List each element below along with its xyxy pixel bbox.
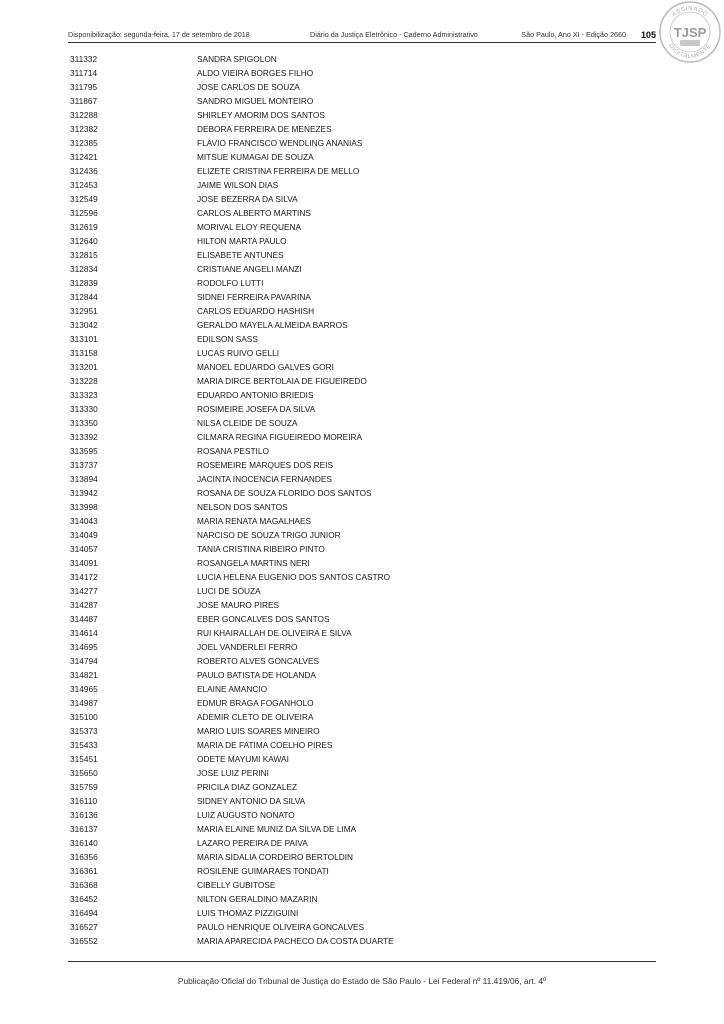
registration-number: 314057 [70, 544, 98, 554]
registration-number: 312640 [70, 236, 98, 246]
registration-number: 312839 [70, 278, 98, 288]
person-name: SANDRA SPIGOLON [197, 54, 277, 64]
list-item [70, 864, 500, 878]
list-item [70, 220, 500, 234]
list-item [70, 794, 500, 808]
person-name: LAZARO PEREIRA DE PAIVA [197, 838, 308, 848]
list-item [70, 430, 500, 444]
person-name: ROSIMEIRE JOSEFA DA SILVA [197, 404, 316, 414]
registration-number: 316140 [70, 838, 98, 848]
registration-number: 312549 [70, 194, 98, 204]
registration-number: 313595 [70, 446, 98, 456]
registration-number: 314794 [70, 656, 98, 666]
person-name: MANOEL EDUARDO GALVES GORI [197, 362, 334, 372]
list-item [70, 640, 500, 654]
list-item [70, 822, 500, 836]
person-name: CARLOS EDUARDO HASHISH [197, 306, 315, 316]
list-item [70, 528, 500, 542]
registration-number: 312288 [70, 110, 98, 120]
registration-number: 312421 [70, 152, 98, 162]
registration-number: 314172 [70, 572, 98, 582]
person-name: MARIA DIRCE BERTOLAIA DE FIGUEIREDO [197, 376, 367, 386]
person-name: ODETE MAYUMI KAWAI [197, 754, 289, 764]
person-name: ADEMIR CLETO DE OLIVEIRA [197, 712, 314, 722]
person-name: SANDRO MIGUEL MONTEIRO [197, 96, 314, 106]
page-number: 105 [640, 30, 656, 40]
person-name: CIBELLY GUBITOSE [197, 880, 276, 890]
registration-number: 316356 [70, 852, 98, 862]
list-item [70, 514, 500, 528]
list-item [70, 178, 500, 192]
seal-top-text: ASSINADO [671, 5, 709, 19]
list-item [70, 52, 500, 66]
person-name: PAULO BATISTA DE HOLANDA [197, 670, 316, 680]
registration-number: 313894 [70, 474, 98, 484]
registration-number: 313998 [70, 502, 98, 512]
registration-number: 314049 [70, 530, 98, 540]
person-name: CILMARA REGINA FIGUEIREDO MOREIRA [197, 432, 363, 442]
list-item [70, 920, 500, 934]
list-item [70, 668, 500, 682]
person-name: MARIO LUIS SOARES MINEIRO [197, 726, 320, 736]
list-item [70, 724, 500, 738]
person-name: MARIA SIDALIA CORDEIRO BERTOLDIN [197, 852, 353, 862]
person-name: ROSEMEIRE MARQUES DOS REIS [197, 460, 333, 470]
person-name: MARIA RENATA MAGALHAES [197, 516, 312, 526]
list-item [70, 878, 500, 892]
person-name: EDILSON SASS [197, 334, 258, 344]
person-name: LUCI DE SOUZA [197, 586, 261, 596]
person-name: RODOLFO LUTTI [197, 278, 264, 288]
person-name: PAULO HENRIQUE OLIVEIRA GONCALVES [197, 922, 365, 932]
person-name: NARCISO DE SOUZA TRIGO JUNIOR [197, 530, 341, 540]
registration-number: 315650 [70, 768, 98, 778]
list-item [70, 94, 500, 108]
list-item [70, 248, 500, 262]
list-item [70, 206, 500, 220]
list-item [70, 808, 500, 822]
list-item [70, 570, 500, 584]
person-name: ELIZETE CRISTINA FERREIRA DE MELLO [197, 166, 360, 176]
person-name: EDMUR BRAGA FOGANHOLO [197, 698, 314, 708]
person-name: CRISTIANE ANGELI MANZI [197, 264, 302, 274]
list-item [70, 374, 500, 388]
person-name: ROSANA DE SOUZA FLORIDO DOS SANTOS [197, 488, 372, 498]
person-name: ROSANA PESTILO [197, 446, 269, 456]
person-name: LUIS THOMAZ PIZZIGUINI [197, 908, 299, 918]
person-name: SHIRLEY AMORIM DOS SANTOS [197, 110, 325, 120]
person-name: MITSUE KUMAGAI DE SOUZA [197, 152, 314, 162]
list-item [70, 332, 500, 346]
list-item [70, 542, 500, 556]
person-name: SIDNEI FERREIRA PAVARINA [197, 292, 311, 302]
person-name: MARIA DE FATIMA COELHO PIRES [197, 740, 333, 750]
registration-number: 311332 [70, 54, 98, 64]
list-item [70, 486, 500, 500]
footer-notice: Publicação Oficial do Tribunal de Justiça do Estado de São Paulo - Lei Federal nº 11.419/06, art. 4º [177, 976, 547, 986]
digital-signature-seal [658, 0, 722, 64]
list-item [70, 80, 500, 94]
registration-number: 315373 [70, 726, 98, 736]
list-item [70, 836, 500, 850]
list-item [70, 346, 500, 360]
registration-number: 313330 [70, 404, 98, 414]
member-list [70, 52, 500, 948]
registration-number: 316368 [70, 880, 98, 890]
registration-number: 314821 [70, 670, 98, 680]
list-item [70, 500, 500, 514]
list-item [70, 192, 500, 206]
list-item [70, 766, 500, 780]
list-item [70, 388, 500, 402]
registration-number: 314091 [70, 558, 98, 568]
registration-number: 314043 [70, 516, 98, 526]
registration-number: 311795 [70, 82, 98, 92]
list-item [70, 136, 500, 150]
list-item [70, 612, 500, 626]
person-name: JOSE LUIZ PERINI [197, 768, 269, 778]
registration-number: 314487 [70, 614, 98, 624]
publication-date: Disponibilização: segunda-feira, 17 de setembro de 2018 [68, 30, 250, 39]
list-item [70, 710, 500, 724]
list-item [70, 458, 500, 472]
registration-number: 315759 [70, 782, 98, 792]
list-item [70, 150, 500, 164]
list-item [70, 654, 500, 668]
list-item [70, 164, 500, 178]
registration-number: 313228 [70, 376, 98, 386]
person-name: CARLOS ALBERTO MARTINS [197, 208, 311, 218]
list-item [70, 318, 500, 332]
list-item [70, 304, 500, 318]
registration-number: 313350 [70, 418, 98, 428]
registration-number: 313042 [70, 320, 98, 330]
person-name: MARIA ELAINE MUNIZ DA SILVA DE LIMA [197, 824, 357, 834]
person-name: JACINTA INOCENCIA FERNANDES [197, 474, 332, 484]
registration-number: 311867 [70, 96, 98, 106]
person-name: MARIA APARECIDA PACHECO DA COSTA DUARTE [197, 936, 394, 946]
person-name: EDUARDO ANTONIO BRIEDIS [197, 390, 314, 400]
person-name: NELSON DOS SANTOS [197, 502, 288, 512]
person-name: ALDO VIEIRA BORGES FILHO [197, 68, 314, 78]
list-item [70, 584, 500, 598]
list-item [70, 290, 500, 304]
person-name: EBER GONCALVES DOS SANTOS [197, 614, 330, 624]
person-name: HILTON MARTA PAULO [197, 236, 287, 246]
registration-number: 316494 [70, 908, 98, 918]
person-name: LUCIA HELENA EUGENIO DOS SANTOS CASTRO [197, 572, 391, 582]
registration-number: 316361 [70, 866, 98, 876]
person-name: ROSANGELA MARTINS NERI [197, 558, 310, 568]
registration-number: 315100 [70, 712, 98, 722]
registration-number: 315451 [70, 754, 98, 764]
registration-number: 312619 [70, 222, 98, 232]
person-name: JOSE MAURO PIRES [197, 600, 280, 610]
list-item [70, 122, 500, 136]
registration-number: 312834 [70, 264, 98, 274]
list-item [70, 892, 500, 906]
seal-text: TJSP [673, 25, 707, 40]
registration-number: 312951 [70, 306, 98, 316]
registration-number: 313323 [70, 390, 98, 400]
person-name: ELAINE AMANCIO [197, 684, 268, 694]
seal-emblem-icon [680, 40, 700, 46]
registration-number: 312844 [70, 292, 98, 302]
registration-number: 313158 [70, 348, 98, 358]
person-name: RUI KHAIRALLAH DE OLIVEIRA E SILVA [197, 628, 352, 638]
person-name: LUCAS RUIVO GELLI [197, 348, 280, 358]
person-name: FLAVIO FRANCISCO WENDLING ANANIAS [197, 138, 363, 148]
page-header [68, 28, 656, 42]
person-name: JOSE BEZERRA DA SILVA [197, 194, 298, 204]
person-name: ROSILENE GUIMARAES TONDATI [197, 866, 329, 876]
person-name: JOEL VANDERLEI FERRO [197, 642, 298, 652]
registration-number: 313737 [70, 460, 98, 470]
person-name: PRICILA DIAZ GONZALEZ [197, 782, 298, 792]
list-item [70, 696, 500, 710]
person-name: LUIZ AUGUSTO NONATO [197, 810, 295, 820]
registration-number: 314965 [70, 684, 98, 694]
registration-number: 312596 [70, 208, 98, 218]
list-item [70, 906, 500, 920]
list-item [70, 934, 500, 948]
list-item [70, 752, 500, 766]
registration-number: 313942 [70, 488, 98, 498]
list-item [70, 556, 500, 570]
list-item [70, 402, 500, 416]
list-item [70, 444, 500, 458]
seal-bottom-text: DIGITALMENTE [667, 43, 713, 61]
list-item [70, 598, 500, 612]
registration-number: 312453 [70, 180, 98, 190]
list-item [70, 262, 500, 276]
person-name: SIDNEY ANTONIO DA SILVA [197, 796, 306, 806]
person-name: JAIME WILSON DIAS [197, 180, 279, 190]
registration-number: 316527 [70, 922, 98, 932]
person-name: DEBORA FERREIRA DE MENEZES [197, 124, 332, 134]
list-item [70, 360, 500, 374]
registration-number: 312815 [70, 250, 98, 260]
registration-number: 312382 [70, 124, 98, 134]
registration-number: 314287 [70, 600, 98, 610]
registration-number: 316452 [70, 894, 98, 904]
person-name: ELISABETE ANTUNES [197, 250, 284, 260]
list-item [70, 66, 500, 80]
registration-number: 316552 [70, 936, 98, 946]
person-name: MORIVAL ELOY REQUENA [197, 222, 302, 232]
registration-number: 313392 [70, 432, 98, 442]
list-item [70, 780, 500, 794]
person-name: NILSA CLEIDE DE SOUZA [197, 418, 298, 428]
registration-number: 314987 [70, 698, 98, 708]
registration-number: 314277 [70, 586, 98, 596]
registration-number: 311714 [70, 68, 98, 78]
journal-section: Diário da Justiça Eletrônico - Caderno Administrativo [310, 30, 478, 39]
registration-number: 313201 [70, 362, 98, 372]
list-item [70, 416, 500, 430]
header-divider [68, 42, 656, 43]
registration-number: 313101 [70, 334, 98, 344]
registration-number: 314695 [70, 642, 98, 652]
list-item [70, 276, 500, 290]
list-item [70, 472, 500, 486]
person-name: NILTON GERALDINO MAZARIN [197, 894, 318, 904]
registration-number: 316110 [70, 796, 98, 806]
registration-number: 316137 [70, 824, 98, 834]
edition-info: São Paulo, Ano XI - Edição 2660 [521, 30, 626, 39]
registration-number: 312385 [70, 138, 98, 148]
person-name: JOSE CARLOS DE SOUZA [197, 82, 300, 92]
registration-number: 315433 [70, 740, 98, 750]
footer-divider [68, 961, 656, 962]
list-item [70, 738, 500, 752]
list-item [70, 234, 500, 248]
registration-number: 312436 [70, 166, 98, 176]
person-name: ROBERTO ALVES GONCALVES [197, 656, 320, 666]
registration-number: 314614 [70, 628, 98, 638]
person-name: GERALDO MAYELA ALMEIDA BARROS [197, 320, 348, 330]
registration-number: 316136 [70, 810, 98, 820]
list-item [70, 626, 500, 640]
list-item [70, 108, 500, 122]
list-item [70, 850, 500, 864]
list-item [70, 682, 500, 696]
person-name: TANIA CRISTINA RIBEIRO PINTO [197, 544, 325, 554]
